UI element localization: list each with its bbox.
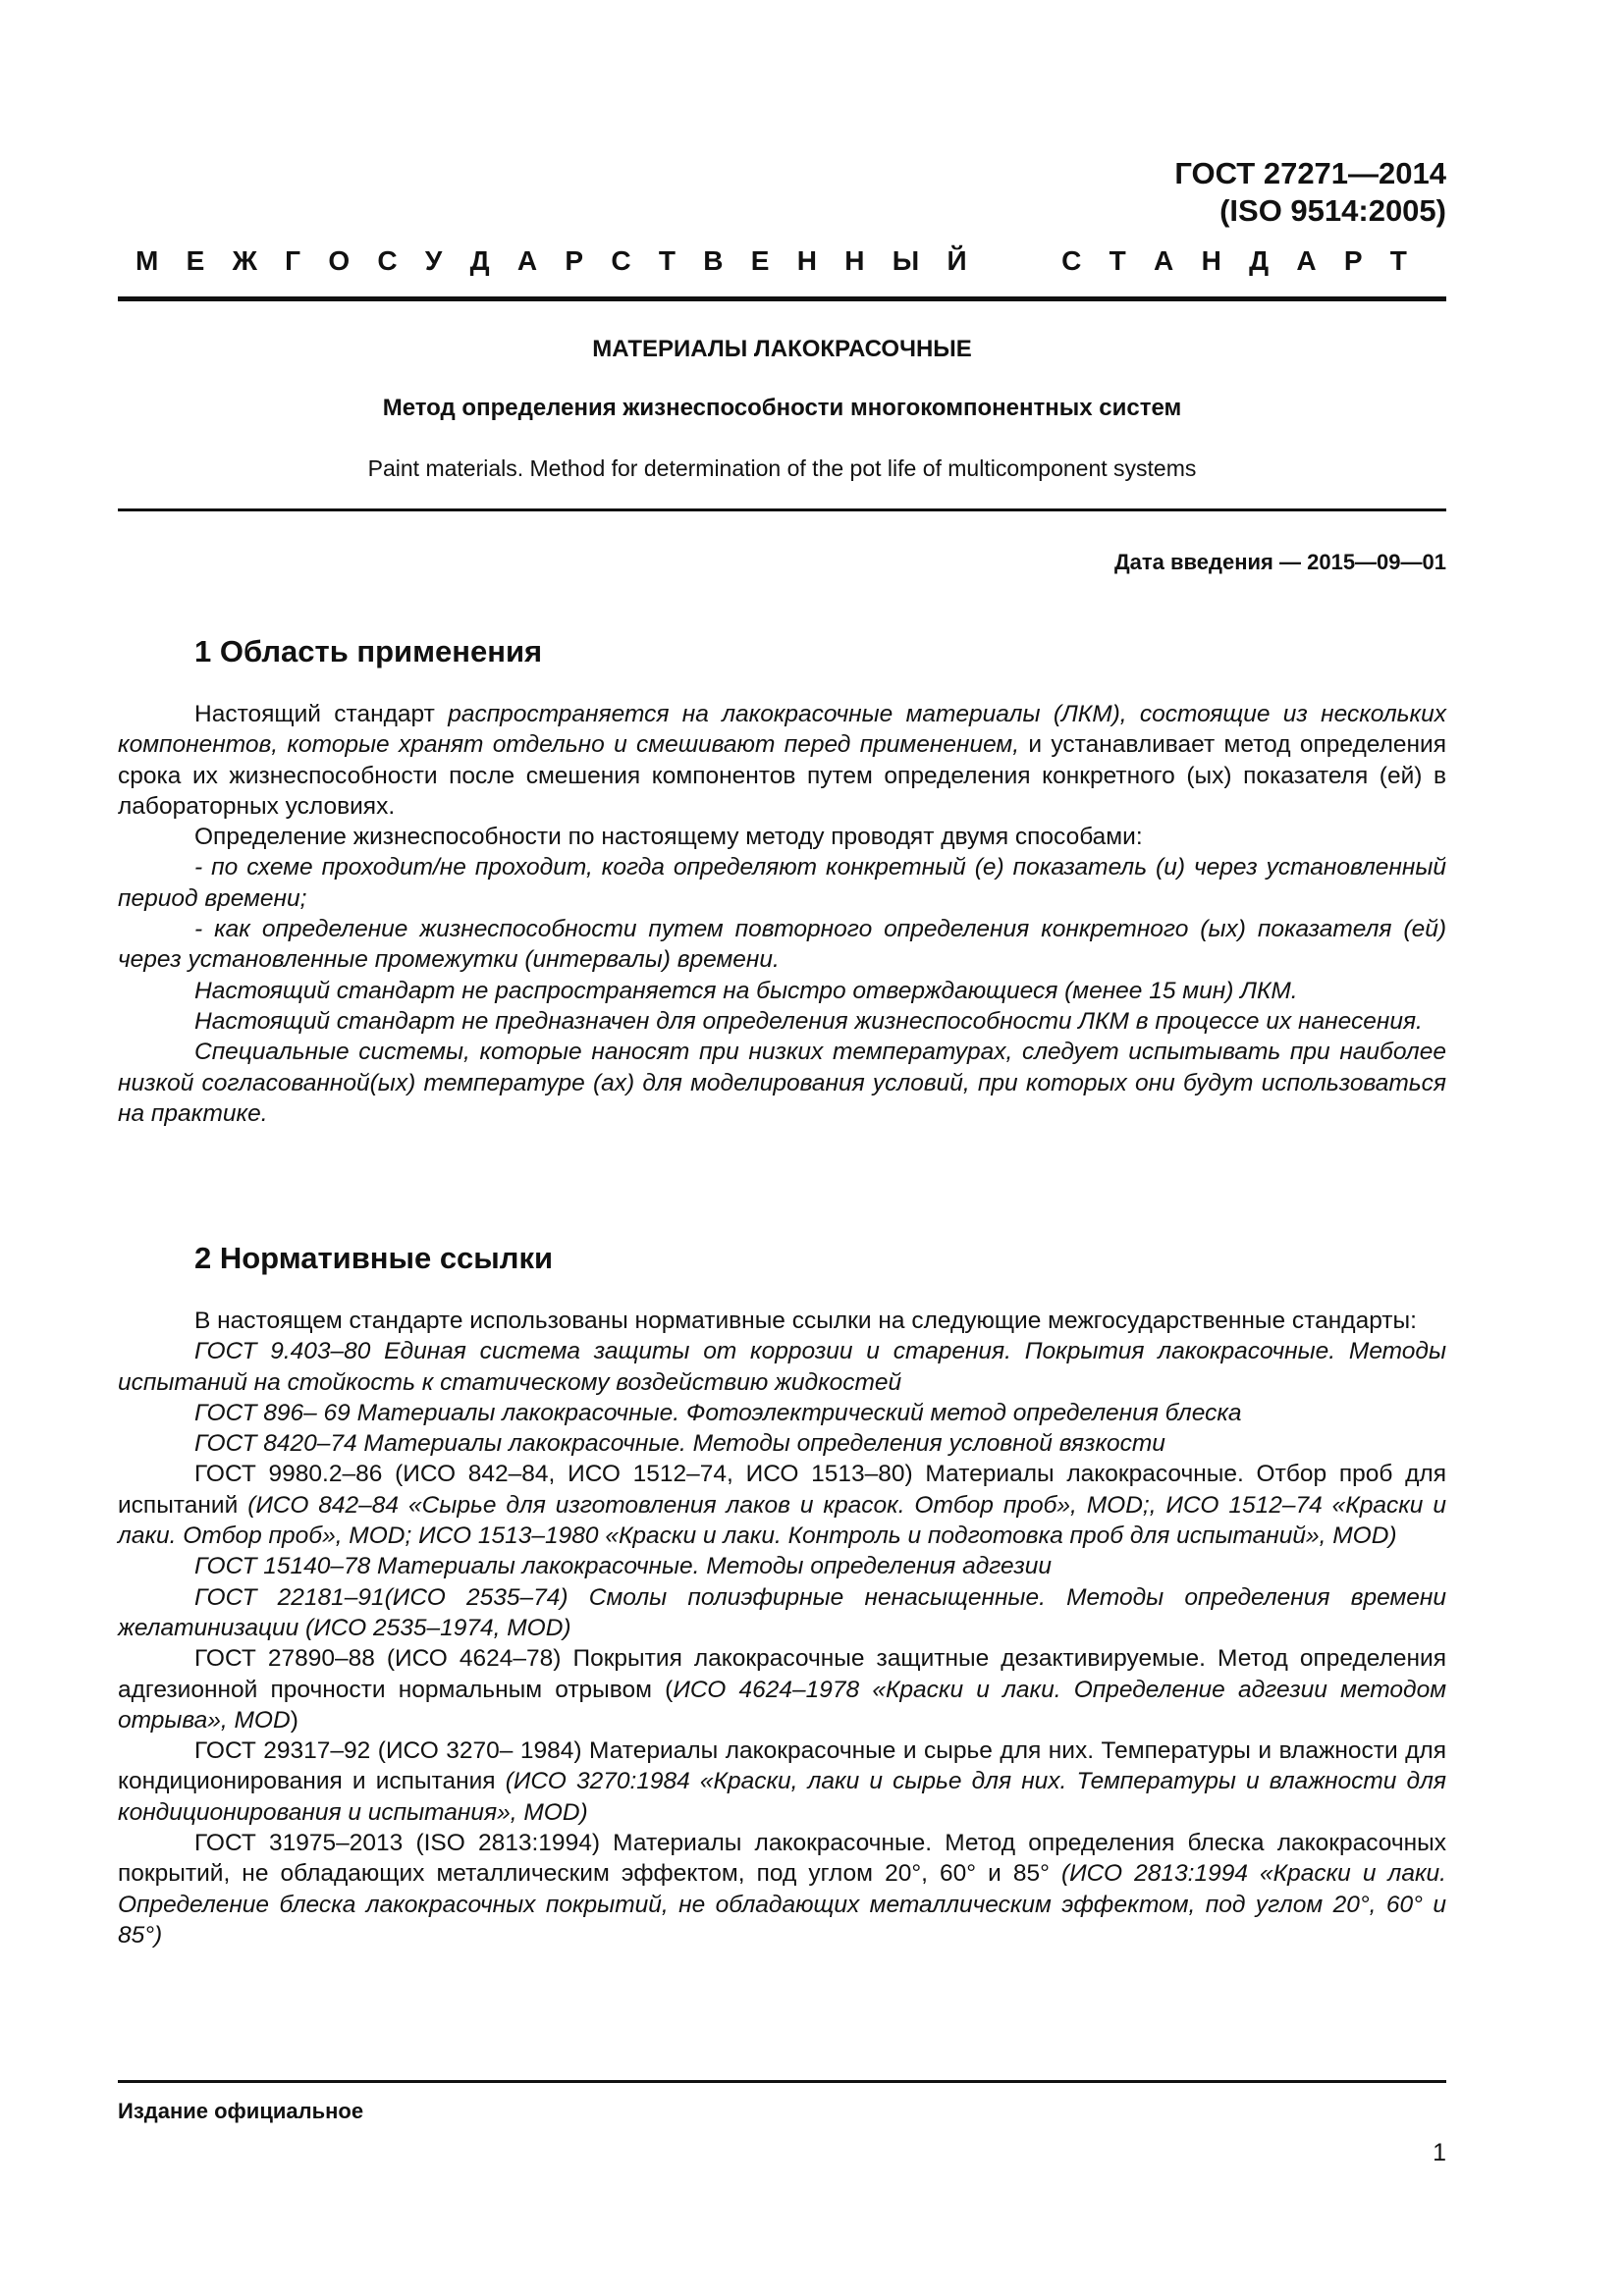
banner-gap <box>995 244 1034 278</box>
paragraph: - по схеме проходит/не проходит, когда определяют конкретный (е) показатель (и) через установленный период времени; <box>118 854 1446 912</box>
document-number-block <box>1174 155 1446 230</box>
banner-letter: А <box>516 245 538 276</box>
banner-letter: Ж <box>232 245 257 276</box>
section-1-heading: 1 Область применения <box>194 634 543 668</box>
banner-letter: Й <box>947 245 967 276</box>
document-subtitle: Метод определения жизнеспособности многокомпонентных систем <box>382 395 1182 421</box>
reference-item: ГОСТ 8420–74 Материалы лакокрасочные. Методы определения условной вязкости <box>194 1430 1165 1458</box>
paragraph: Специальные системы, которые наносят при низких температурах, следует испытывать при наиболее низкой согласованной(ых) температуре (ах) для моделирования условий, при которых они будут использоваться на практике. <box>118 1039 1446 1127</box>
paragraph: В настоящем стандарте использованы нормативные ссылки на следующие межгосударственные стандарты: <box>194 1308 1417 1334</box>
banner-letter: М <box>135 245 159 276</box>
banner-letter: Т <box>1389 245 1407 276</box>
paragraph: Определение жизнеспособности по настоящему методу проводят двумя способами: <box>194 824 1143 851</box>
introduction-date-label: Дата введения — <box>1114 550 1308 574</box>
reference-item: ГОСТ 29317–92 (ИСО 3270– 1984) Материалы лакокрасочные и сырье для них. Температуры и влажности для кондиционирования и испытания (ИСО 3270:1984 «Краски, лаки и сырье для них. Температуры и влажности для кондиционирования и испытания», MOD) <box>118 1737 1447 1826</box>
banner-letter: Н <box>1201 245 1221 276</box>
banner-letter: Т <box>1109 245 1126 276</box>
page-number: 1 <box>1433 2139 1446 2166</box>
banner-letter: Н <box>796 245 817 276</box>
paragraph: Настоящий стандарт распространяется на лакокрасочные материалы (ЛКМ), состоящие из нескольких компонентов, которые хранят отдельно и смешивают перед применением, и устанавливает метод определения срока их жизнеспособности после смешения компонентов путем определения конкретного (ых) показателя (ей) в лабораторных условиях. <box>118 701 1447 820</box>
document-title-english: Paint materials. Method for determination of the pot life of multicomponent systems <box>367 455 1197 481</box>
banner-letter: С <box>611 245 631 276</box>
reference-item: ГОСТ 15140–78 Материалы лакокрасочные. Методы определения адгезии <box>194 1553 1053 1580</box>
banner-letter: С <box>377 245 398 276</box>
header-divider <box>118 296 1446 301</box>
reference-item: ГОСТ 9980.2–86 (ИСО 842–84, ИСО 1512–74, ИСО 1513–80) Материалы лакокрасочные. Отбор проб для испытаний (ИСО 842–84 «Сырье для изготовления лаков и красок. Отбор проб», MOD;, ИСО 1512–74 «Краски и лаки. Отбор проб», MOD; ИСО 1513–1980 «Краски и лаки. Контроль и подготовка проб для испытаний», MOD) <box>118 1461 1446 1550</box>
title-divider <box>118 508 1446 511</box>
banner-letter: Е <box>750 245 770 276</box>
section-2-heading: 2 Нормативные ссылки <box>194 1241 554 1275</box>
reference-item: ГОСТ 27890–88 (ИСО 4624–78) Покрытия лакокрасочные защитные дезактивируемые. Метод определения адгезионной прочности нормальным отрывом (ИСО 4624–1978 «Краски и лаки. Определение адгезии методом отрыва», MOD) <box>118 1645 1446 1734</box>
section-2-body <box>118 1306 1446 1950</box>
reference-item: ГОСТ 9.403–80 Единая система защиты от коррозии и старения. Покрытия лакокрасочные. Методы испытаний на стойкость к статическому воздействию жидкостей <box>118 1338 1446 1396</box>
banner-letter: Ы <box>892 245 920 276</box>
reference-item: ГОСТ 31975–2013 (ISO 2813:1994) Материалы лакокрасочные. Метод определения блеска лакокрасочных покрытий, не обладающих металлическим эффектом, под углом 20°, 60° и 85° (ИСО 2813:1994 «Краски и лаки. Определение блеска лакокрасочных покрытий, не обладающих металлическим эффектом, под углом 20°, 60° и 85°) <box>118 1830 1446 1949</box>
banner-letter: А <box>1296 245 1317 276</box>
banner-letter: А <box>1154 245 1174 276</box>
introduction-date <box>1114 548 1446 577</box>
gost-number: ГОСТ 27271—2014 <box>1174 156 1446 190</box>
banner-letter: Н <box>844 245 865 276</box>
introduction-date-value: 2015—09—01 <box>1307 550 1446 574</box>
document-title: МАТЕРИАЛЫ ЛАКОКРАСОЧНЫЕ <box>592 336 972 362</box>
banner-letter: Д <box>1249 245 1270 276</box>
banner-letter: С <box>1061 245 1082 276</box>
banner-letter: Т <box>658 245 676 276</box>
iso-number: (ISO 9514:2005) <box>1219 193 1446 228</box>
banner-letter: Е <box>186 245 205 276</box>
banner-letter: Г <box>285 245 301 276</box>
banner-letter: Р <box>1343 245 1363 276</box>
reference-item: ГОСТ 22181–91(ИСО 2535–74) Смолы полиэфирные ненасыщенные. Методы определения времени желатинизации (ИСО 2535–1974, MOD) <box>118 1583 1446 1641</box>
paragraph: Настоящий стандарт не распространяется на быстро отверждающиеся (менее 15 мин) ЛКМ. <box>194 977 1298 1004</box>
banner-letter: Д <box>469 245 490 276</box>
banner-letter: У <box>424 245 443 276</box>
official-edition-label: Издание официальное <box>118 2099 364 2123</box>
paragraph: - как определение жизнеспособности путем повторного определения конкретного (ых) показателя (ей) через установленные промежутки (интервалы) времени. <box>118 916 1446 974</box>
document-page <box>118 0 1446 2296</box>
footer-divider <box>118 2080 1446 2083</box>
paragraph: Настоящий стандарт не предназначен для определения жизнеспособности ЛКМ в процессе их нанесения. <box>194 1007 1423 1035</box>
reference-item: ГОСТ 896– 69 Материалы лакокрасочные. Фотоэлектрический метод определения блеска <box>194 1399 1242 1426</box>
banner-letter: Р <box>565 245 584 276</box>
interstate-standard-banner <box>135 244 1407 278</box>
banner-letter: В <box>703 245 724 276</box>
banner-letter: О <box>328 245 351 276</box>
section-1-body <box>118 699 1446 1129</box>
